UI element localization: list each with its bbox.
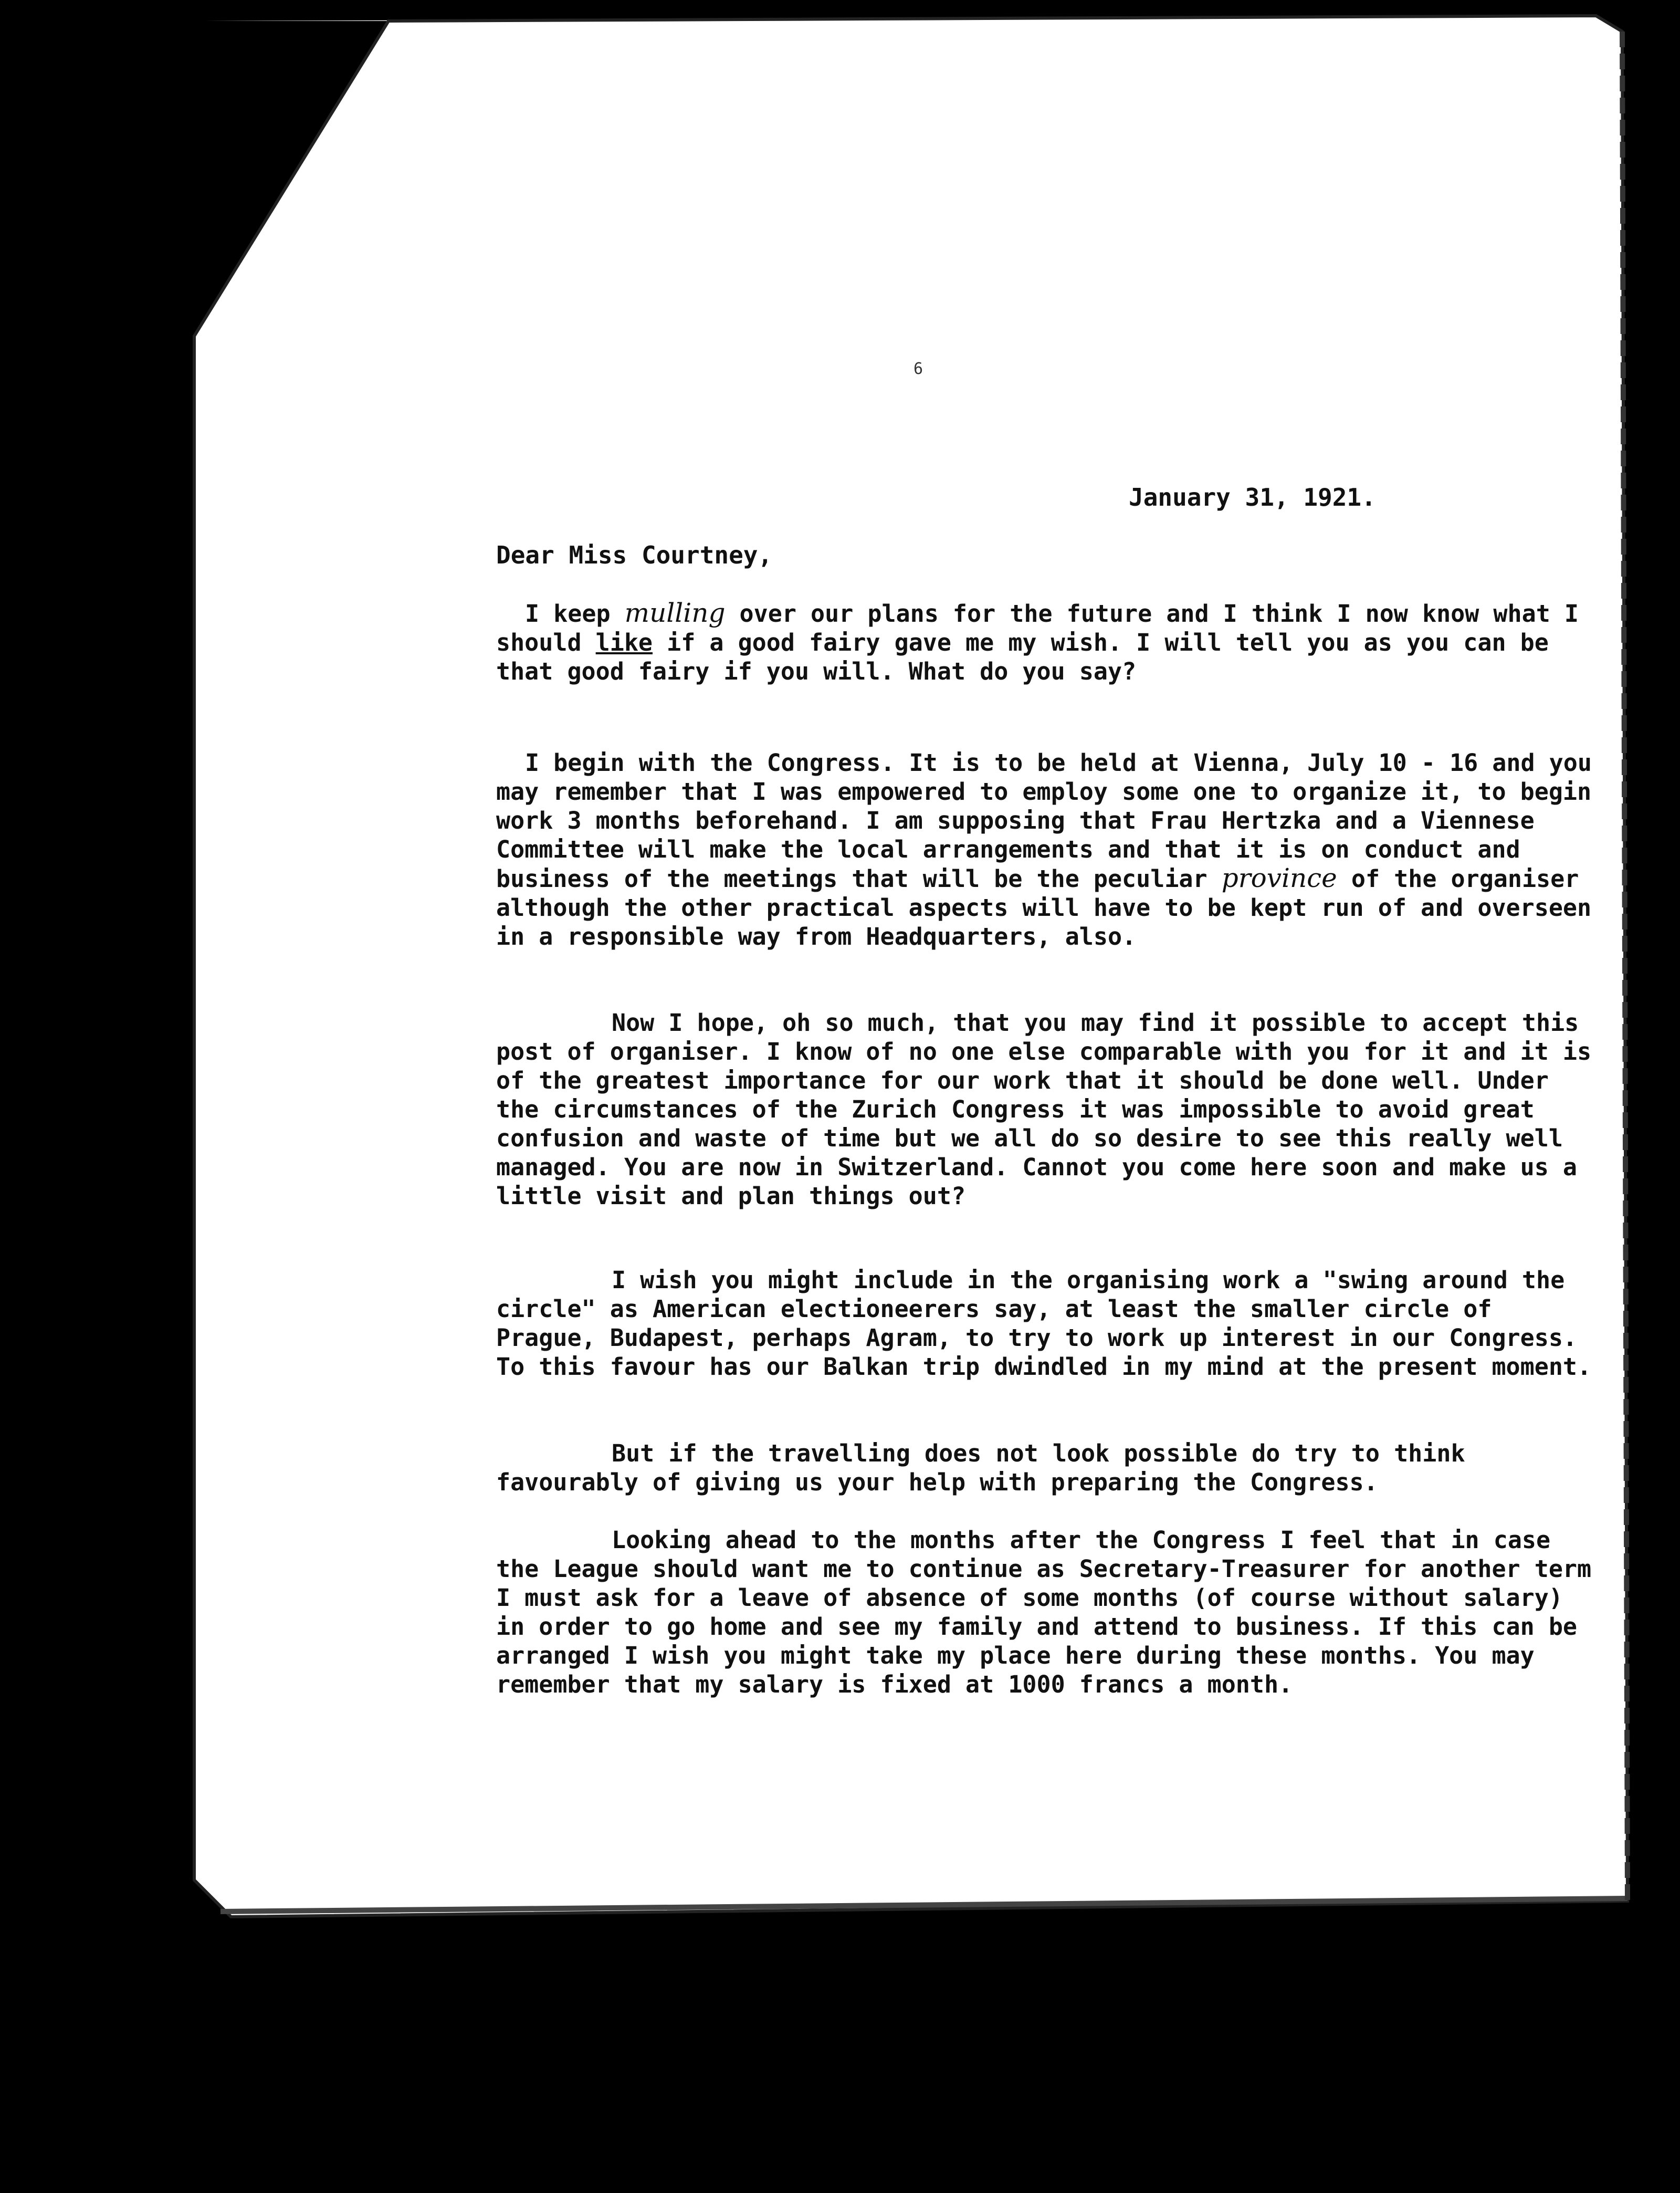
paragraph-2 [496, 748, 1606, 951]
paragraph-2-text-a: I begin with the Congress. It is to be held at Vienna, July 10 - 16 and you may remember that I was empowered to employ some one to organize it, to begin work 3 months beforehand. I am supposing that Frau Hertzka and a Viennese Committee will make the local arrangements and that it is on conduct and business of the meetings that will be the peculiar [496, 749, 1606, 893]
underlined-word-like: like [595, 629, 653, 656]
page-mark: 6 [914, 360, 923, 378]
paragraph-3: Now I hope, oh so much, that you may find it possible to accept this post of organiser. I know of no one else comparable with you for it and it is of the greatest importance for our work that it should be done well. Under the circumstances of the Zurich Congress it was impossible to avoid great confusion and waste of time but we all do so desire to see this really well managed. You are now in Switzerland. Cannot you come here soon and make us a little visit and plan things out? [496, 1009, 1606, 1210]
paragraph-1-text-c: if a good fairy gave me my wish. I will tell you as you can be that good fairy if you will. What do you say? [496, 629, 1563, 685]
paragraph-6: Looking ahead to the months after the Congress I feel that in case the League should want me to continue as Secretary-Treasurer for another term I must ask for a leave of absence of some months (of course without salary) in order to go home and see my family and attend to business. If this can be arranged I wish you might take my place here during these months. You may remember that my salary is fixed at 1000 francs a month. [496, 1526, 1606, 1698]
letter-salutation: Dear Miss Courtney, [496, 541, 773, 569]
paragraph-2-text-b: of the organiser although the other practical aspects will have to be kept run of and overseen in a responsible way from Headquarters, also. [496, 865, 1606, 951]
paragraph-1-text-b: over our plans for the future and I think I now know what I should [496, 600, 1593, 656]
letter-date: January 31, 1921. [1129, 483, 1376, 511]
handwritten-word-province: province [1221, 863, 1337, 893]
handwritten-word-mulling: mulling [624, 598, 726, 628]
paragraph-4: I wish you might include in the organising work a "swing around the circle" as American electioneerers say, at least the smaller circle of Prague, Budapest, perhaps Agram, to try to work up interest in our Congress. To this favour has our Balkan trip dwindled in my mind at the present moment. [496, 1266, 1592, 1381]
paragraph-1-text-a: I keep [525, 600, 625, 628]
paragraph-5: But if the travelling does not look possible do try to think favourably of giving us your help with preparing the Congress. [496, 1439, 1479, 1496]
paragraph-1 [496, 599, 1599, 686]
